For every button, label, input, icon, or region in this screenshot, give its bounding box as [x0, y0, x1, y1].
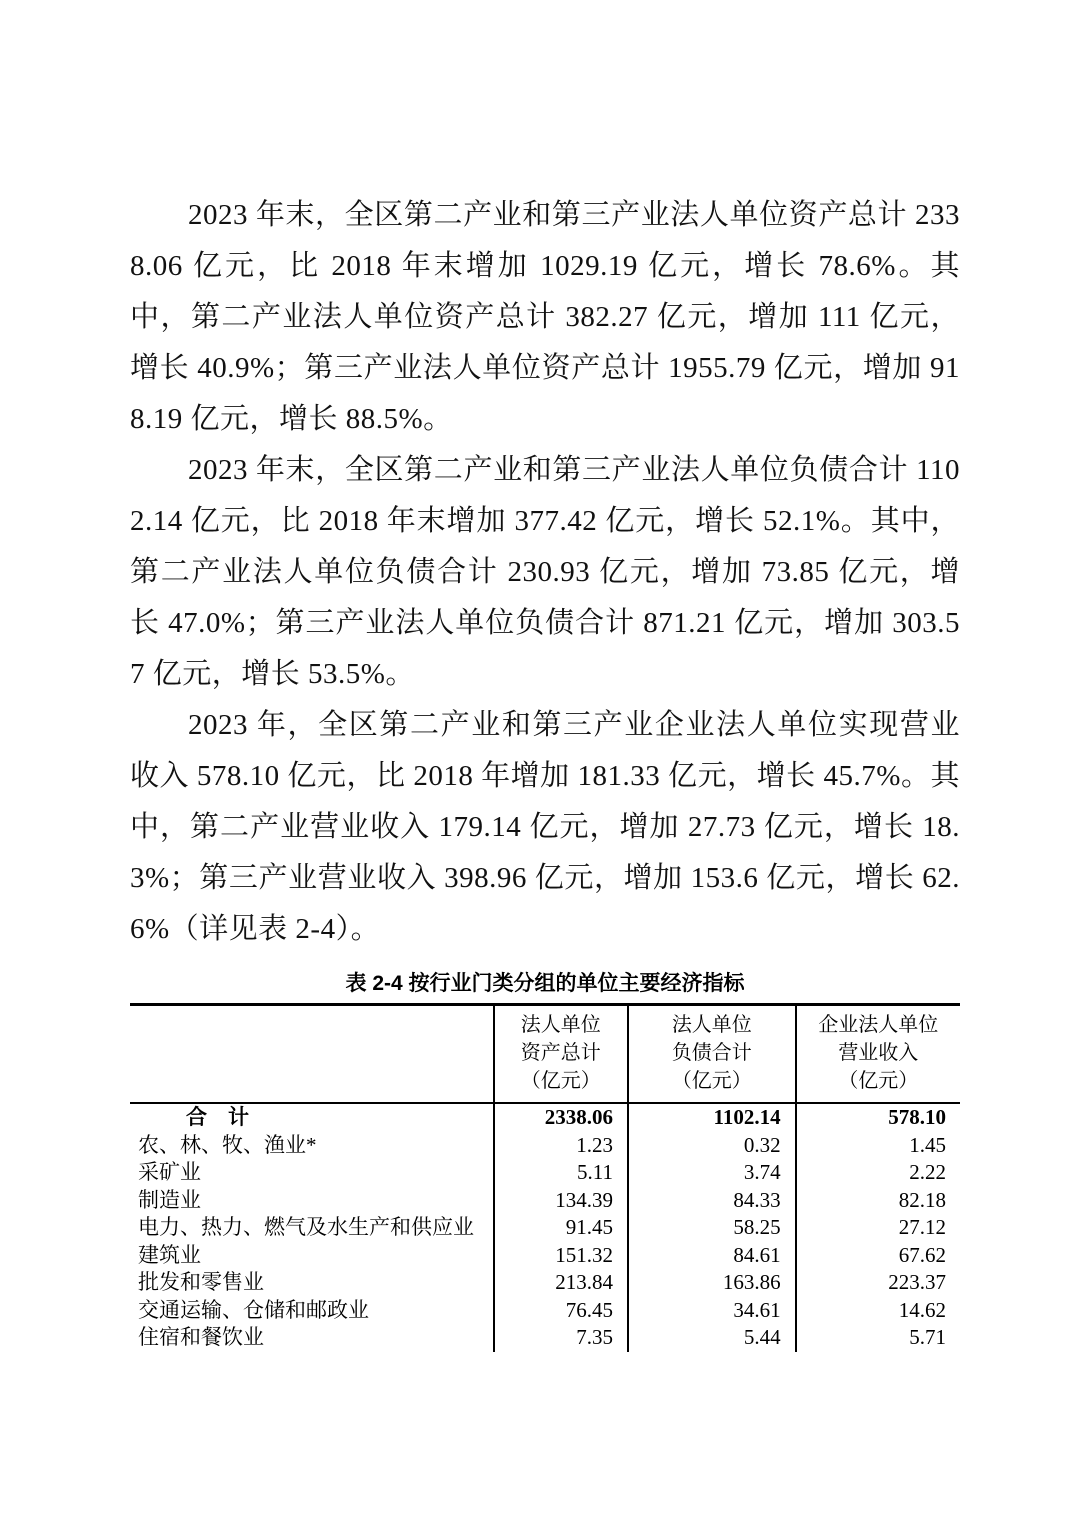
- cell-value: 5.44: [628, 1324, 796, 1352]
- row-label: 农、林、牧、渔业*: [138, 1132, 317, 1157]
- header-line: （亿元）: [671, 1070, 752, 1092]
- cell-value: 84.61: [628, 1242, 796, 1270]
- table-row: [130, 1324, 960, 1352]
- header-line: 企业法人单位: [818, 1014, 939, 1036]
- cell-value: 84.33: [628, 1187, 796, 1215]
- row-label: 交通运输、仓储和邮政业: [138, 1297, 369, 1322]
- header-cell-industry: [130, 1005, 494, 1104]
- body-paragraph-assets: 2023 年末，全区第二产业和第三产业法人单位资产总计 2338.06 亿元，比 2018 年末增加 1029.19 亿元，增长 78.6%。其中，第二产业法人单位资产总计 382.27 亿元，增加 111 亿元，增长 40.9%；第三产业法人单位资产总计 1955.79 亿元，增加 918.19 亿元，增长 88.5%。: [130, 199, 960, 435]
- table-row: [130, 1132, 960, 1160]
- table-header: [130, 1005, 960, 1104]
- header-line: （亿元）: [838, 1070, 919, 1092]
- header-line: 法人单位: [520, 1014, 601, 1036]
- body-paragraph-revenue: 2023 年，全区第二产业和第三产业企业法人单位实现营业收入 578.10 亿元，比 2018 年增加 181.33 亿元，增长 45.7%。其中，第二产业营业收入 179.14 亿元，增加 27.73 亿元，增长 18.3%；第三产业营业收入 398.96 亿元，增加 153.6 亿元，增长 62.6%（详见表 2-4）。: [130, 709, 960, 945]
- cell-value: 2.22: [796, 1159, 960, 1187]
- cell-value: 578.10: [796, 1103, 960, 1132]
- cell-value: 82.18: [796, 1187, 960, 1215]
- row-label: 合 计: [186, 1105, 249, 1130]
- table-row-total: [130, 1103, 960, 1132]
- cell-value: 1.23: [494, 1132, 628, 1160]
- header-cell-liabilities: [628, 1005, 796, 1104]
- header-line: 法人单位: [671, 1014, 752, 1036]
- row-label: 电力、热力、燃气及水生产和供应业: [138, 1215, 474, 1240]
- cell-value: 1.45: [796, 1132, 960, 1160]
- header-line: 资产总计: [520, 1042, 601, 1064]
- header-line: 营业收入: [838, 1042, 919, 1064]
- header-cell-revenue: [796, 1005, 960, 1104]
- cell-value: 5.11: [494, 1159, 628, 1187]
- row-label: 制造业: [138, 1187, 201, 1212]
- cell-value: 213.84: [494, 1269, 628, 1297]
- table-row: [130, 1214, 960, 1242]
- cell-value: 5.71: [796, 1324, 960, 1352]
- cell-value: 151.32: [494, 1242, 628, 1270]
- cell-value: 3.74: [628, 1159, 796, 1187]
- cell-value: 58.25: [628, 1214, 796, 1242]
- row-label: 建筑业: [138, 1242, 201, 1267]
- cell-value: 1102.14: [628, 1103, 796, 1132]
- row-label: 批发和零售业: [138, 1270, 264, 1295]
- body-paragraph-liabilities: 2023 年末，全区第二产业和第三产业法人单位负债合计 1102.14 亿元，比 2018 年末增加 377.42 亿元，增长 52.1%。其中，第二产业法人单位负债合计 230.93 亿元，增加 73.85 亿元，增长 47.0%；第三产业法人单位负债合计 871.21 亿元，增加 303.57 亿元，增长 53.5%。: [130, 454, 960, 690]
- table-title: 表 2-4 按行业门类分组的单位主要经济指标: [345, 972, 745, 995]
- cell-value: 14.62: [796, 1297, 960, 1325]
- cell-value: 67.62: [796, 1242, 960, 1270]
- cell-value: 0.32: [628, 1132, 796, 1160]
- header-cell-assets: [494, 1005, 628, 1104]
- table-row: [130, 1269, 960, 1297]
- cell-value: 7.35: [494, 1324, 628, 1352]
- header-line: （亿元）: [520, 1070, 601, 1092]
- table-body: [130, 1103, 960, 1352]
- table-row: [130, 1242, 960, 1270]
- row-label: 住宿和餐饮业: [138, 1325, 264, 1350]
- header-line: 负债合计: [671, 1042, 752, 1064]
- cell-value: 223.37: [796, 1269, 960, 1297]
- cell-value: 34.61: [628, 1297, 796, 1325]
- table-row: [130, 1297, 960, 1325]
- cell-value: 27.12: [796, 1214, 960, 1242]
- cell-value: 163.86: [628, 1269, 796, 1297]
- page-content: [130, 0, 960, 1352]
- cell-value: 91.45: [494, 1214, 628, 1242]
- economic-indicators-table: [130, 1003, 960, 1352]
- cell-value: 76.45: [494, 1297, 628, 1325]
- table-row: [130, 1187, 960, 1215]
- row-label: 采矿业: [138, 1160, 201, 1185]
- cell-value: 134.39: [494, 1187, 628, 1215]
- cell-value: 2338.06: [494, 1103, 628, 1132]
- table-row: [130, 1159, 960, 1187]
